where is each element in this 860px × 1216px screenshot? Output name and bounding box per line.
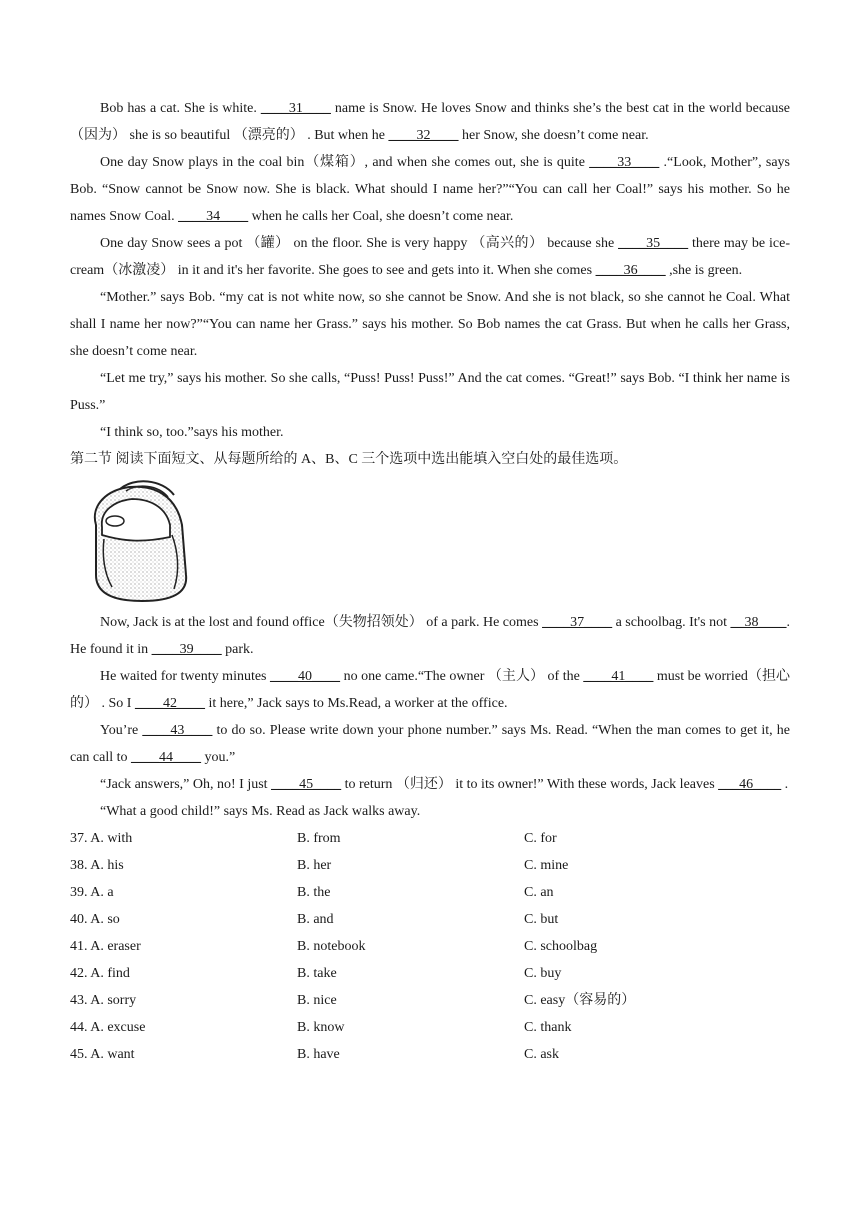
answer-blank: __38____ bbox=[730, 615, 787, 630]
option-row bbox=[70, 906, 790, 933]
option-b: B. have bbox=[297, 1047, 340, 1062]
answer-blank: ____39____ bbox=[151, 642, 222, 657]
option-b: B. the bbox=[297, 885, 331, 900]
option-a: 37. A. with bbox=[70, 831, 133, 846]
paragraph-text: “Mother.” says Bob. “my cat is not white now, so she cannot be Snow. And she is not black, so she cannot he Coal. What shall I name her now?”“You can name her Grass.” says his mother. So Bob names the cat Grass. But when he calls her Grass, she doesn’t come near. bbox=[70, 290, 790, 359]
backpack-icon bbox=[82, 475, 192, 605]
answer-blank: ____35____ bbox=[618, 236, 689, 251]
paragraph-text: you.” bbox=[201, 750, 236, 765]
option-c: C. thank bbox=[524, 1020, 572, 1035]
paragraph-text: Bob has a cat. She is white. bbox=[100, 101, 261, 116]
paragraph-text: . bbox=[781, 777, 789, 792]
answer-blank: ____32____ bbox=[388, 128, 459, 143]
option-a: 42. A. find bbox=[70, 966, 130, 981]
passage-2-paragraph bbox=[70, 717, 790, 771]
option-c: C. mine bbox=[524, 858, 569, 873]
option-c: C. easy（容易的） bbox=[524, 993, 636, 1008]
paragraph-text: to return （归还） it to its owner!” With these words, Jack leaves bbox=[341, 777, 719, 792]
option-row bbox=[70, 1041, 790, 1068]
paragraph-text: “What a good child!” says Ms. Read as Jack walks away. bbox=[100, 804, 421, 819]
paragraph-text: a schoolbag. It's not bbox=[612, 615, 731, 630]
paragraph-text: to do so. Please write down your phone number.” says Ms. Read. “When the man comes to get it, he can call to bbox=[70, 723, 791, 765]
paragraph-text: park. bbox=[221, 642, 254, 657]
option-c: C. for bbox=[524, 831, 557, 846]
option-a: 39. A. a bbox=[70, 885, 114, 900]
paragraph-text: “I think so, too.”says his mother. bbox=[100, 425, 284, 440]
option-row bbox=[70, 933, 790, 960]
paragraph-text: there may be ice-cream（冰激凌） in it and it's her favorite. She goes to see and gets into it. When she comes bbox=[70, 236, 790, 278]
passage-2-paragraph bbox=[70, 798, 790, 825]
option-c: C. schoolbag bbox=[524, 939, 598, 954]
option-row bbox=[70, 879, 790, 906]
option-c: C. an bbox=[524, 885, 554, 900]
answer-blank: ____42____ bbox=[134, 696, 205, 711]
option-row bbox=[70, 852, 790, 879]
passage-1-paragraph bbox=[70, 95, 790, 149]
passage-1-paragraph bbox=[70, 365, 790, 419]
passage-1 bbox=[70, 95, 790, 446]
answer-blank: ___46____ bbox=[718, 777, 782, 792]
paragraph-text: her Snow, she doesn’t come near. bbox=[458, 128, 649, 143]
options-list bbox=[70, 825, 790, 1068]
option-row bbox=[70, 825, 790, 852]
option-c: C. but bbox=[524, 912, 559, 927]
passage-1-paragraph bbox=[70, 284, 790, 365]
answer-blank: ____44____ bbox=[131, 750, 202, 765]
answer-blank: ____31____ bbox=[260, 101, 331, 116]
paragraph-text: One day Snow sees a pot （罐） on the floor. She is very happy （高兴的） because she bbox=[100, 236, 619, 251]
answer-blank: ____40____ bbox=[270, 669, 341, 684]
passage-1-paragraph bbox=[70, 149, 790, 230]
passage-1-paragraph bbox=[70, 230, 790, 284]
answer-blank: ____34____ bbox=[178, 209, 249, 224]
option-a: 41. A. eraser bbox=[70, 939, 141, 954]
option-a: 38. A. his bbox=[70, 858, 124, 873]
paragraph-text: You’re bbox=[100, 723, 143, 738]
option-b: B. take bbox=[297, 966, 337, 981]
passage-2 bbox=[70, 609, 790, 825]
option-b: B. her bbox=[297, 858, 332, 873]
answer-blank: ____41____ bbox=[583, 669, 654, 684]
option-b: B. from bbox=[297, 831, 341, 846]
option-row bbox=[70, 987, 790, 1014]
option-c: C. buy bbox=[524, 966, 562, 981]
paragraph-text: . He found it in bbox=[70, 615, 790, 657]
paragraph-text: “Let me try,” says his mother. So she calls, “Puss! Puss! Puss!” And the cat comes. “Great!” says Bob. “I think her name is Puss.” bbox=[70, 371, 790, 413]
paragraph-text: when he calls her Coal, she doesn’t come near. bbox=[248, 209, 514, 224]
option-b: B. know bbox=[297, 1020, 345, 1035]
option-row bbox=[70, 1014, 790, 1041]
option-row bbox=[70, 960, 790, 987]
answer-blank: ____36____ bbox=[595, 263, 666, 278]
answer-blank: ____33____ bbox=[589, 155, 660, 170]
option-b: B. nice bbox=[297, 993, 337, 1008]
option-b: B. notebook bbox=[297, 939, 366, 954]
passage-2-paragraph bbox=[70, 663, 790, 717]
paragraph-text: no one came.“The owner （主人） of the bbox=[340, 669, 584, 684]
paragraph-text: He waited for twenty minutes bbox=[100, 669, 271, 684]
paragraph-text: Now, Jack is at the lost and found office（失物招领处） of a park. He comes bbox=[100, 615, 543, 630]
document-page bbox=[70, 95, 790, 1068]
paragraph-text: “Jack answers,” Oh, no! I just bbox=[100, 777, 272, 792]
paragraph-text: ,she is green. bbox=[665, 263, 743, 278]
answer-blank: ____37____ bbox=[542, 615, 613, 630]
paragraph-text: name is Snow. He loves Snow and thinks she’s the best cat in the world because （因为） she is so beautiful （漂亮的） . But when he bbox=[70, 101, 790, 143]
paragraph-text: must be worried（担心的） . So I bbox=[70, 669, 791, 711]
passage-2-paragraph bbox=[70, 771, 790, 798]
section-heading: 第二节 阅读下面短文、从每题所给的 A、B、C 三个选项中选出能填入空白处的最佳选项。 bbox=[70, 452, 628, 467]
option-a: 40. A. so bbox=[70, 912, 120, 927]
paragraph-text: it here,” Jack says to Ms.Read, a worker at the office. bbox=[204, 696, 508, 711]
option-a: 44. A. excuse bbox=[70, 1020, 146, 1035]
paragraph-text: One day Snow plays in the coal bin（煤箱）, and when she comes out, she is quite bbox=[100, 155, 590, 170]
option-a: 45. A. want bbox=[70, 1047, 135, 1062]
answer-blank: ____45____ bbox=[271, 777, 342, 792]
option-c: C. ask bbox=[524, 1047, 559, 1062]
backpack-illustration bbox=[82, 475, 790, 609]
passage-2-paragraph bbox=[70, 609, 790, 663]
option-b: B. and bbox=[297, 912, 334, 927]
answer-blank: ____43____ bbox=[142, 723, 213, 738]
option-a: 43. A. sorry bbox=[70, 993, 137, 1008]
passage-1-paragraph bbox=[70, 419, 790, 446]
paragraph-text: .“Look, Mother”, says Bob. “Snow cannot be Snow now. She is black. What should I name her?”“You can call her Coal!” says his mother. So he names Snow Coal. bbox=[70, 155, 790, 224]
